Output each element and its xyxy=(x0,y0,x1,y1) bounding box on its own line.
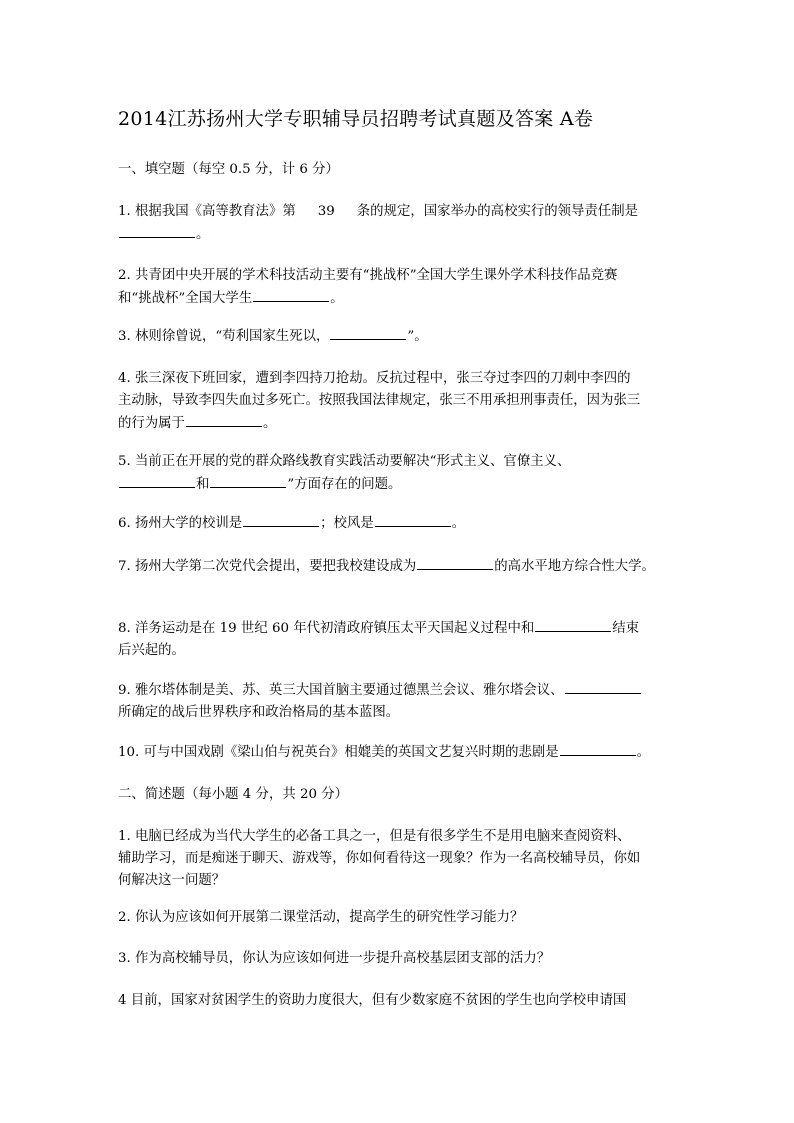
answer-blank xyxy=(119,223,195,238)
section1-heading: 一、填空题（每空 0.5 分，计 6 分） xyxy=(118,162,339,177)
essay-question-2: 2. 你认为应该如何开展第二课堂活动，提高学生的研究性学习能力？ xyxy=(118,910,524,925)
answer-blank xyxy=(243,512,319,527)
q3-text: 3. 林则徐曾说，“苟利国家生死以， xyxy=(118,329,330,344)
question-10 xyxy=(118,741,684,764)
q1-article-number: 39 xyxy=(317,204,335,219)
question-9 xyxy=(118,679,684,724)
answer-blank xyxy=(210,473,286,488)
question-8 xyxy=(118,617,684,662)
answer-blank xyxy=(560,741,636,756)
essay-question-1 xyxy=(118,826,684,892)
q9-line2: 所确定的战后世界秩序和政治格局的基本蓝图。 xyxy=(118,705,400,720)
q6-text: 6. 扬州大学的校训是 xyxy=(118,516,243,531)
q8-line2: 后兴起的。 xyxy=(118,643,185,658)
q6-end: 。 xyxy=(451,516,466,531)
q3-end: ”。 xyxy=(407,329,428,344)
question-4 xyxy=(118,368,684,435)
q4-line1: 4. 张三深夜下班回家，遭到李四持刀抢劫。反抗过程中，张三夺过李四的刀刺中李四的 xyxy=(118,371,631,386)
q2-line2-end: 。 xyxy=(330,291,344,306)
answer-blank xyxy=(375,512,451,527)
answer-blank xyxy=(565,679,641,694)
q1-line2-end: 。 xyxy=(196,227,210,242)
q10-end: 。 xyxy=(636,745,651,760)
q5-line1: 5. 当前正在开展的党的群众路线教育实践活动要解决“形式主义、官僚主义、 xyxy=(118,454,571,469)
answer-blank xyxy=(535,617,611,632)
section2-heading: 二、简述题（每小题 4 分，共 20 分） xyxy=(118,787,349,802)
eq1-line3: 何解决这一问题？ xyxy=(118,873,226,888)
q6-mid: ；校风是 xyxy=(320,516,374,531)
q4-line3-text: 的行为属于 xyxy=(118,416,185,431)
answer-blank xyxy=(186,412,262,427)
q5-line2-end: ”方面存在的问题。 xyxy=(287,477,402,492)
essay-question-3: 3. 作为高校辅导员，你认为应该如何进一步提升高校基层团支部的活力？ xyxy=(118,951,551,966)
question-1 xyxy=(118,201,684,246)
question-6 xyxy=(118,512,684,535)
q4-line3-end: 。 xyxy=(262,416,277,431)
q2-line2-text: 和“挑战杯”全国大学生 xyxy=(118,291,253,306)
q1-line1-text: 1. 根据我国《高等教育法》第 xyxy=(118,204,296,219)
answer-blank xyxy=(119,473,195,488)
answer-blank xyxy=(330,325,406,340)
q7-text: 7. 扬州大学第二次党代会提出，要把我校建设成为 xyxy=(118,559,417,574)
question-7 xyxy=(118,555,684,578)
question-5 xyxy=(118,451,684,496)
essay-question-4: 4 目前，国家对贫困学生的资助力度很大，但有少数家庭不贫困的学生也向学校申请国 xyxy=(118,993,627,1008)
eq1-line1: 1. 电脑已经成为当代大学生的必备工具之一，但是有很多学生不是用电脑来查阅资料、 xyxy=(118,829,631,844)
eq1-line2: 辅助学习，而是痴迷于聊天、游戏等，你如何看待这一现象？作为一名高校辅导员，你如 xyxy=(118,851,641,866)
q2-line1: 2. 共青团中央开展的学术科技活动主要有“挑战杯”全国大学生课外学术科技作品竞赛 xyxy=(118,268,618,283)
document-title: 2014江苏扬州大学专职辅导员招聘考试真题及答案 A卷 xyxy=(118,108,594,130)
answer-blank xyxy=(253,287,329,302)
q5-and: 和 xyxy=(196,477,210,492)
q8-line1-text: 8. 洋务运动是在 19 世纪 60 年代初清政府镇压太平天国起义过程中和 xyxy=(118,621,535,636)
question-3 xyxy=(118,325,684,348)
q7-end: 的高水平地方综合性大学。 xyxy=(494,559,655,574)
question-2 xyxy=(118,265,684,310)
q1-line1-end: 条的规定，国家举办的高校实行的领导责任制是 xyxy=(356,204,638,219)
q10-text: 10. 可与中国戏剧《梁山伯与祝英台》相媲美的英国文艺复兴时期的悲剧是 xyxy=(118,745,559,760)
q4-line2: 主动脉，导致李四失血过多死亡。按照我国法律规定，张三不用承担刑事责任，因为张三 xyxy=(118,393,641,408)
q8-line1-end: 结束 xyxy=(612,621,640,636)
answer-blank xyxy=(417,555,493,570)
q9-line1-text: 9. 雅尔塔体制是美、苏、英三大国首脑主要通过德黑兰会议、雅尔塔会议、 xyxy=(118,683,564,698)
